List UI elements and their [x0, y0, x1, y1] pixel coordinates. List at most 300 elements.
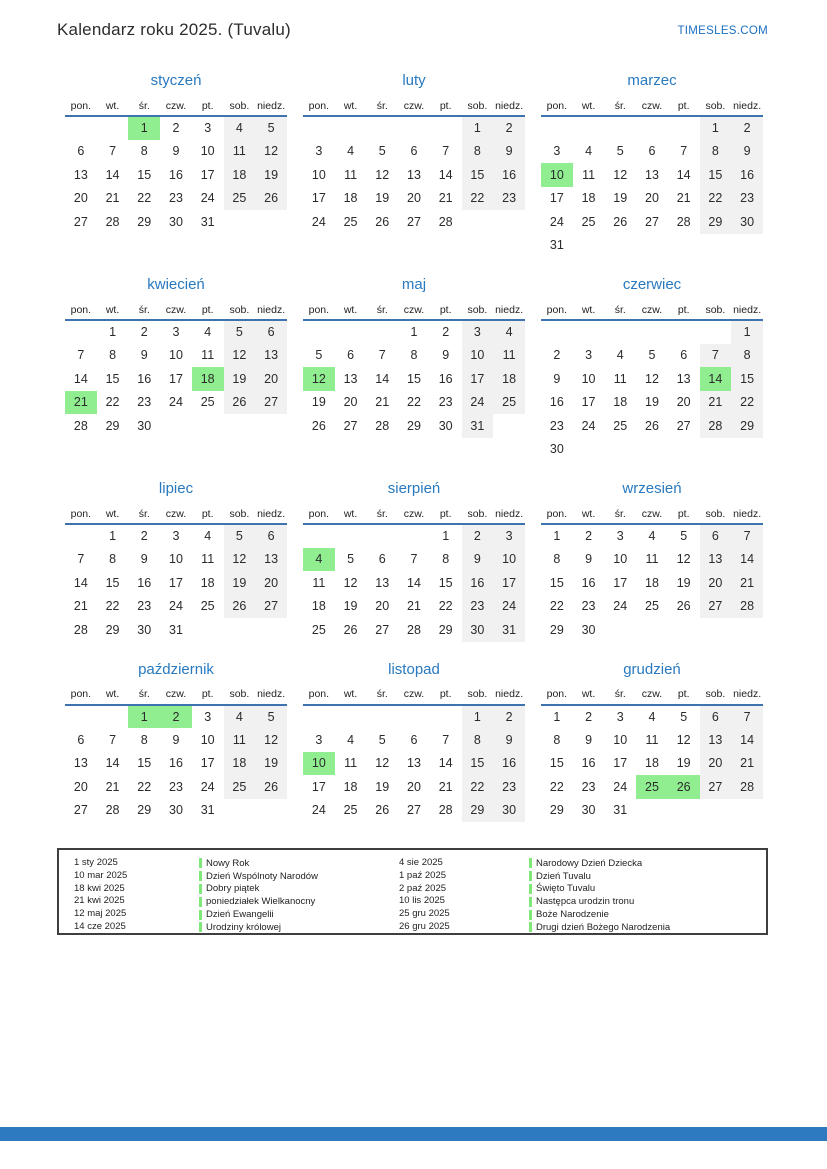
weekday-header: niedz. [493, 96, 525, 116]
week-row [303, 752, 525, 776]
empty-day-cell [97, 705, 129, 729]
day-cell: 25 [581, 214, 596, 229]
empty-day-cell [493, 210, 525, 234]
week-row [303, 799, 525, 823]
day-cell: 3 [616, 529, 624, 544]
weekend-day-cell: 15 [462, 163, 494, 187]
day-cell: 26 [375, 803, 390, 818]
day-cell: 11 [582, 167, 596, 182]
weekend-day-cell: 18 [493, 367, 525, 391]
day-cell: 26 [343, 622, 358, 637]
month-calendar-sierpień [303, 478, 525, 642]
weekend-day-cell: 30 [462, 618, 494, 642]
weekend-day-cell: 21 [731, 571, 763, 595]
empty-day-cell [192, 618, 224, 642]
day-cell: 6 [648, 144, 656, 159]
day-cell: 23 [438, 395, 453, 410]
day-cell: 16 [137, 371, 152, 386]
day-cell: 4 [585, 144, 593, 159]
day-cell: 16 [169, 167, 183, 182]
day-cell: 1 [109, 325, 117, 340]
day-cell: 6 [347, 348, 355, 363]
weekday-header: pon. [65, 504, 97, 524]
weekday-header: śr. [128, 300, 160, 320]
day-cell: 5 [616, 144, 624, 159]
weekend-day-cell: 14 [731, 728, 763, 752]
holiday-day-cell: 26 [668, 775, 700, 799]
day-cell: 13 [73, 167, 88, 182]
day-cell: 29 [549, 622, 564, 637]
weekend-day-cell: 7 [731, 705, 763, 729]
weekend-day-cell: 13 [700, 548, 732, 572]
week-row [541, 618, 763, 642]
empty-day-cell [604, 320, 636, 344]
weekend-day-cell: 12 [255, 728, 287, 752]
week-row [303, 391, 525, 415]
day-cell: 19 [311, 395, 326, 410]
empty-day-cell [700, 438, 732, 462]
day-cell: 30 [581, 803, 596, 818]
month-calendar-kwiecień [65, 274, 287, 461]
weekday-header: czw. [636, 504, 668, 524]
empty-day-cell [604, 438, 636, 462]
week-row [541, 320, 763, 344]
holiday-name [529, 921, 766, 934]
weekend-day-cell: 29 [462, 799, 494, 823]
empty-day-cell [462, 210, 494, 234]
holiday-marker-icon [199, 884, 202, 894]
week-row [541, 163, 763, 187]
weekday-header: niedz. [493, 685, 525, 705]
weekend-day-cell: 26 [255, 187, 287, 211]
weekend-day-cell: 28 [731, 595, 763, 619]
empty-day-cell [700, 799, 732, 823]
months-grid [65, 70, 763, 822]
week-row [65, 705, 287, 729]
day-cell: 24 [311, 214, 326, 229]
day-cell: 23 [549, 418, 564, 433]
weekday-header: niedz. [493, 300, 525, 320]
week-row [65, 140, 287, 164]
weekday-header: śr. [128, 685, 160, 705]
week-row [541, 234, 763, 258]
empty-day-cell [255, 210, 287, 234]
day-cell: 3 [172, 325, 180, 340]
week-row [541, 116, 763, 140]
day-cell: 11 [645, 732, 659, 747]
holiday-name-label: Narodowy Dzień Dziecka [536, 857, 643, 869]
weekend-day-cell: 30 [493, 799, 525, 823]
holiday-day-cell: 14 [700, 367, 732, 391]
weekend-day-cell: 15 [462, 752, 494, 776]
day-cell: 15 [105, 575, 120, 590]
day-cell: 23 [169, 191, 183, 206]
weekday-header: pt. [430, 300, 462, 320]
week-row [541, 705, 763, 729]
day-cell: 26 [676, 599, 691, 614]
weekend-day-cell: 2 [493, 705, 525, 729]
month-title[interactable]: wrzesień [622, 480, 682, 497]
week-row [303, 571, 525, 595]
day-cell: 11 [613, 371, 627, 386]
week-row [65, 775, 287, 799]
month-title[interactable]: sierpień [387, 480, 441, 497]
empty-day-cell [65, 320, 97, 344]
day-cell: 13 [407, 756, 421, 771]
day-cell: 17 [613, 756, 628, 771]
weekday-header: czw. [160, 685, 192, 705]
day-cell: 6 [410, 732, 418, 747]
day-cell: 17 [200, 756, 215, 771]
day-cell: 24 [549, 214, 564, 229]
day-cell: 5 [680, 709, 688, 724]
day-cell: 5 [648, 348, 656, 363]
month-calendar-maj [303, 274, 525, 461]
day-cell: 14 [73, 371, 88, 386]
month-table [303, 685, 525, 823]
weekend-day-cell: 12 [224, 344, 256, 368]
month-title[interactable]: maj [401, 276, 427, 293]
weekend-day-cell: 4 [224, 116, 256, 140]
day-cell: 8 [553, 552, 561, 567]
empty-day-cell [366, 524, 398, 548]
day-cell: 14 [438, 167, 453, 182]
day-cell: 10 [200, 144, 215, 159]
day-cell: 28 [105, 803, 120, 818]
empty-day-cell [366, 116, 398, 140]
day-cell: 20 [343, 395, 358, 410]
weekday-header: pt. [668, 685, 700, 705]
weekday-header: czw. [636, 685, 668, 705]
holiday-day-cell: 12 [303, 367, 335, 391]
holiday-date: 4 sie 2025 [399, 857, 443, 868]
weekend-day-cell: 7 [700, 344, 732, 368]
weekend-day-cell: 29 [731, 414, 763, 438]
day-cell: 30 [137, 622, 152, 637]
day-cell: 20 [407, 191, 421, 206]
day-cell: 15 [105, 371, 120, 386]
day-cell: 21 [407, 599, 421, 614]
weekday-header: pt. [192, 504, 224, 524]
weekday-header: niedz. [731, 685, 763, 705]
day-cell: 3 [315, 732, 323, 747]
weekend-day-cell: 2 [493, 116, 525, 140]
empty-day-cell [731, 799, 763, 823]
weekday-header: niedz. [255, 685, 287, 705]
empty-day-cell [604, 234, 636, 258]
day-cell: 15 [137, 756, 152, 771]
month-title[interactable]: kwiecień [147, 276, 205, 293]
month-table [65, 685, 287, 823]
holiday-marker-icon [199, 922, 202, 932]
holiday-name [199, 883, 399, 896]
day-cell: 6 [410, 144, 418, 159]
weekend-day-cell: 13 [700, 728, 732, 752]
day-cell: 19 [676, 575, 691, 590]
day-cell: 22 [105, 395, 120, 410]
weekday-header: śr. [604, 300, 636, 320]
weekend-day-cell: 6 [255, 524, 287, 548]
day-cell: 8 [140, 144, 148, 159]
weekend-day-cell: 30 [731, 210, 763, 234]
day-cell: 26 [375, 214, 390, 229]
day-cell: 16 [137, 575, 152, 590]
weekend-day-cell: 15 [731, 367, 763, 391]
month-table [65, 96, 287, 234]
day-cell: 7 [442, 732, 450, 747]
week-row [303, 414, 525, 438]
weekday-header: sob. [462, 300, 494, 320]
day-cell: 21 [375, 395, 390, 410]
weekend-day-cell: 8 [731, 344, 763, 368]
day-cell: 8 [109, 348, 117, 363]
empty-day-cell [493, 414, 525, 438]
weekend-day-cell: 31 [462, 414, 494, 438]
weekday-header: sob. [700, 300, 732, 320]
week-row [303, 140, 525, 164]
day-cell: 14 [105, 756, 120, 771]
day-cell: 6 [680, 348, 688, 363]
day-cell: 25 [343, 803, 358, 818]
day-cell: 12 [676, 732, 691, 747]
day-cell: 14 [375, 371, 390, 386]
week-row [303, 116, 525, 140]
empty-day-cell [700, 618, 732, 642]
weekday-header: wt. [573, 300, 605, 320]
weekday-header: wt. [97, 685, 129, 705]
weekend-day-cell: 23 [731, 187, 763, 211]
month-title[interactable]: marzec [627, 72, 677, 89]
footer-bar [0, 1127, 827, 1141]
day-cell: 27 [343, 418, 358, 433]
holiday-name-label: Dobry piątek [206, 883, 260, 895]
empty-day-cell [192, 414, 224, 438]
holiday-name [529, 857, 766, 870]
holiday-name [199, 895, 399, 908]
empty-day-cell [700, 234, 732, 258]
day-cell: 6 [378, 552, 386, 567]
empty-day-cell [541, 320, 573, 344]
day-cell: 3 [585, 348, 593, 363]
day-cell: 15 [137, 167, 152, 182]
weekend-day-cell: 3 [462, 320, 494, 344]
holiday-marker-icon [529, 922, 532, 932]
empty-day-cell [65, 524, 97, 548]
day-cell: 22 [549, 599, 564, 614]
empty-day-cell [255, 618, 287, 642]
weekend-day-cell: 19 [224, 571, 256, 595]
day-cell: 7 [442, 144, 450, 159]
day-cell: 26 [311, 418, 326, 433]
day-cell: 8 [442, 552, 450, 567]
weekday-header: pon. [541, 504, 573, 524]
weekend-day-cell: 18 [224, 752, 256, 776]
empty-day-cell [224, 799, 256, 823]
day-cell: 7 [109, 144, 117, 159]
holiday-legend [57, 848, 768, 935]
week-row [65, 799, 287, 823]
day-cell: 27 [676, 418, 691, 433]
weekend-day-cell: 22 [462, 187, 494, 211]
week-row [541, 391, 763, 415]
weekday-header: czw. [398, 685, 430, 705]
day-cell: 3 [553, 144, 561, 159]
weekend-day-cell: 18 [224, 163, 256, 187]
weekend-day-cell: 9 [731, 140, 763, 164]
week-row [303, 618, 525, 642]
weekend-day-cell: 17 [493, 571, 525, 595]
day-cell: 24 [169, 599, 183, 614]
weekday-header: pt. [430, 96, 462, 116]
day-cell: 3 [315, 144, 323, 159]
month-title[interactable]: lipiec [158, 480, 194, 497]
weekday-header: niedz. [731, 504, 763, 524]
day-cell: 2 [442, 325, 450, 340]
day-cell: 13 [407, 167, 421, 182]
weekend-day-cell: 25 [224, 187, 256, 211]
weekday-header: pon. [65, 300, 97, 320]
weekday-header: niedz. [493, 504, 525, 524]
weekend-day-cell: 16 [493, 752, 525, 776]
day-cell: 18 [200, 575, 215, 590]
empty-day-cell [335, 320, 367, 344]
weekend-day-cell: 17 [462, 367, 494, 391]
holiday-name-label: poniedziałek Wielkanocny [206, 896, 316, 908]
weekend-day-cell: 24 [462, 391, 494, 415]
month-calendar-czerwiec [541, 274, 763, 461]
day-cell: 27 [375, 622, 390, 637]
day-cell: 31 [169, 622, 183, 637]
holiday-day-cell: 10 [541, 163, 573, 187]
site-link[interactable]: TIMESLES.COM [677, 25, 768, 37]
day-cell: 20 [375, 599, 390, 614]
weekend-day-cell: 6 [700, 705, 732, 729]
week-row [65, 163, 287, 187]
day-cell: 29 [549, 803, 564, 818]
day-cell: 13 [73, 756, 88, 771]
day-cell: 9 [585, 732, 593, 747]
day-cell: 24 [311, 803, 326, 818]
week-row [303, 320, 525, 344]
day-cell: 7 [109, 732, 117, 747]
empty-day-cell [731, 438, 763, 462]
weekend-day-cell: 3 [493, 524, 525, 548]
day-cell: 9 [442, 348, 450, 363]
month-title[interactable]: listopad [388, 660, 440, 678]
empty-day-cell [573, 234, 605, 258]
day-cell: 16 [549, 395, 564, 410]
day-cell: 30 [169, 803, 183, 818]
week-row [541, 344, 763, 368]
day-cell: 24 [200, 191, 215, 206]
empty-day-cell [636, 438, 668, 462]
day-cell: 15 [407, 371, 421, 386]
month-title[interactable]: luty [402, 72, 426, 89]
empty-day-cell [224, 210, 256, 234]
weekend-day-cell: 14 [731, 548, 763, 572]
weekend-day-cell: 27 [700, 595, 732, 619]
month-calendar-wrzesień [541, 478, 763, 642]
empty-day-cell [668, 320, 700, 344]
day-cell: 11 [645, 552, 659, 567]
day-cell: 27 [73, 214, 88, 229]
weekend-day-cell: 23 [493, 187, 525, 211]
day-cell: 25 [645, 599, 659, 614]
day-cell: 5 [378, 144, 386, 159]
weekend-day-cell: 1 [462, 116, 494, 140]
empty-day-cell [398, 524, 430, 548]
holiday-name-label: Nowy Rok [206, 857, 250, 869]
day-cell: 5 [680, 529, 688, 544]
weekday-header: niedz. [731, 96, 763, 116]
day-cell: 19 [375, 191, 390, 206]
empty-day-cell [366, 320, 398, 344]
weekday-header: pon. [303, 685, 335, 705]
day-cell: 24 [613, 599, 628, 614]
weekday-header: śr. [128, 504, 160, 524]
weekday-header: śr. [604, 504, 636, 524]
weekend-day-cell: 1 [462, 705, 494, 729]
day-cell: 19 [645, 395, 659, 410]
day-cell: 7 [680, 144, 688, 159]
month-calendar-styczeń [65, 70, 287, 257]
holiday-day-cell: 1 [128, 116, 160, 140]
weekend-day-cell: 9 [493, 728, 525, 752]
day-cell: 12 [343, 575, 358, 590]
day-cell: 13 [645, 167, 659, 182]
day-cell: 16 [581, 756, 596, 771]
day-cell: 13 [676, 371, 691, 386]
weekend-day-cell: 8 [700, 140, 732, 164]
month-title[interactable]: czerwiec [622, 276, 682, 293]
day-cell: 7 [77, 348, 85, 363]
day-cell: 22 [137, 191, 152, 206]
day-cell: 1 [553, 709, 561, 724]
day-cell: 8 [410, 348, 418, 363]
weekend-day-cell: 1 [731, 320, 763, 344]
holiday-day-cell: 2 [160, 705, 192, 729]
week-row [303, 595, 525, 619]
weekday-header: czw. [636, 96, 668, 116]
day-cell: 3 [172, 529, 180, 544]
month-title[interactable]: grudzień [623, 660, 681, 678]
month-title[interactable]: październik [138, 660, 214, 678]
day-cell: 4 [347, 732, 355, 747]
page-title: Kalendarz roku 2025. (Tuvalu) [57, 20, 291, 39]
weekday-header: sob. [224, 504, 256, 524]
month-title[interactable]: styczeń [150, 72, 202, 89]
weekday-header: pt. [192, 300, 224, 320]
week-row [541, 414, 763, 438]
day-cell: 11 [344, 756, 358, 771]
weekday-header: wt. [573, 504, 605, 524]
month-table [541, 685, 763, 823]
month-calendar-marzec [541, 70, 763, 257]
weekday-header: pon. [65, 685, 97, 705]
empty-day-cell [255, 799, 287, 823]
day-cell: 17 [169, 575, 183, 590]
weekend-day-cell: 11 [493, 344, 525, 368]
empty-day-cell [636, 116, 668, 140]
weekday-header: wt. [573, 96, 605, 116]
day-cell: 18 [581, 191, 596, 206]
weekday-header: pt. [192, 96, 224, 116]
holiday-marker-icon [529, 858, 532, 868]
week-row [303, 728, 525, 752]
day-cell: 27 [407, 214, 421, 229]
week-row [303, 367, 525, 391]
day-cell: 25 [200, 599, 215, 614]
